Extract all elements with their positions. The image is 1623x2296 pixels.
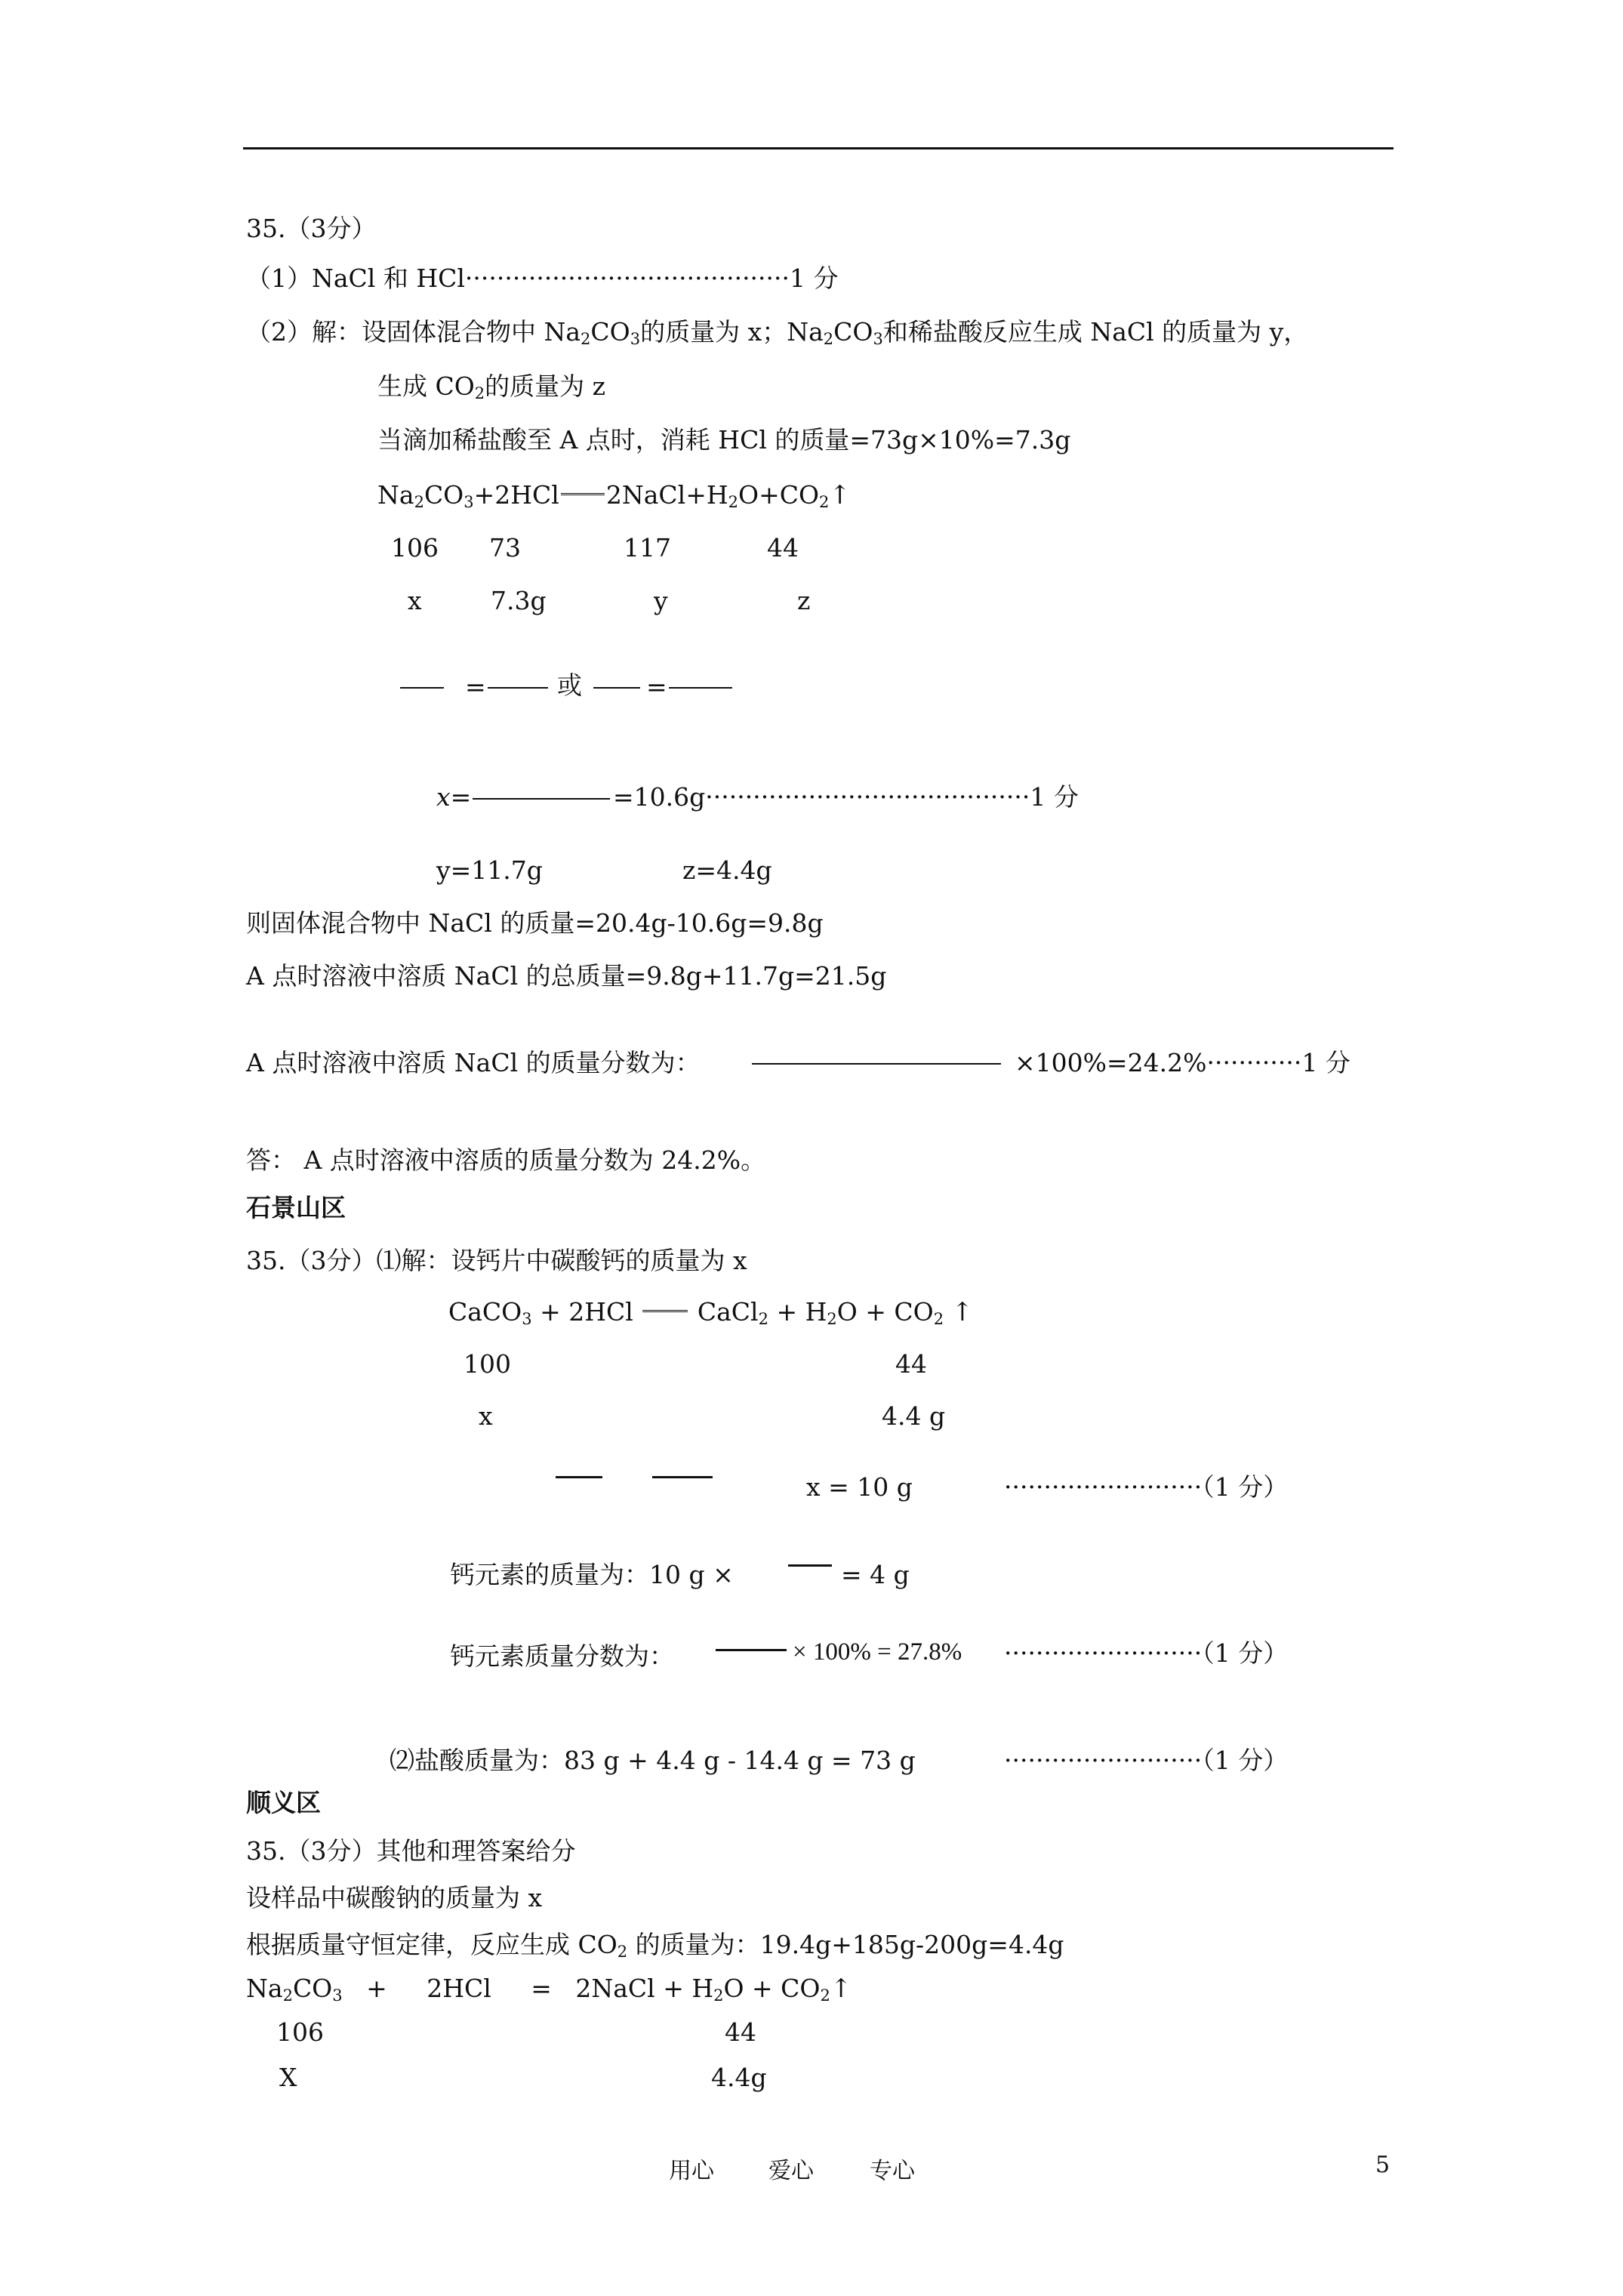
page-number: 5 [1375,2152,1390,2178]
gas-arrow-icon: ↑ [951,1297,974,1327]
fraction-bar [593,687,640,689]
footer-motto-1: 用心 [669,2158,714,2184]
footer-motto-3: 专心 [870,2158,915,2184]
gas-arrow-icon: ↑ [829,480,851,510]
hcl-mass-line: ⑵盐酸质量为：83 g + 4.4 g - 14.4 g = 73 g [390,1746,916,1775]
molar-mass-117: 117 [624,533,671,562]
unknown-x: x [408,586,422,615]
ca-mass-line: 钙元素的质量为：10 g × [450,1560,734,1589]
score-line: ·························（1 分） [1004,1746,1289,1775]
molar-mass-100: 100 [463,1349,511,1379]
mass-conservation-line: 根据质量守恒定律，反应生成 $CO_2$ 的质量为：19.4g+185g-200g=4.4g [246,1930,1064,1961]
hcl-consumed-line: 当滴加稀盐酸至 A 点时，消耗 HCl 的质量=73g×10%=7.3g [377,425,1071,455]
reaction-equation: CaCO$_3$ + 2HCl CaCl$_2$ + $H_2O + CO_2$ ↑ [448,1297,974,1328]
ca-fraction-label: 钙元素质量分数为： [450,1641,674,1671]
ratio-equals: = [646,672,667,701]
district-heading: 石景山区 [246,1193,346,1222]
question-title: 35.（3分） [246,214,377,243]
ratio-or: 或 [557,670,582,700]
nacl-total-line: A 点时溶液中溶质 NaCl 的总质量=9.8g+11.7g=21.5g [246,961,887,991]
molar-mass-106: 106 [391,533,439,562]
y-result: y=11.7g [436,855,543,885]
value-4-4g: 4.4g [711,2063,767,2092]
fraction-bar [752,1063,1001,1065]
unknown-y: y [654,586,668,615]
fraction-bar [400,687,444,689]
unknown-x: x [479,1401,493,1431]
molar-mass-44: 44 [895,1349,927,1379]
molar-mass-44: 44 [725,2017,756,2047]
question-title: 35.（3分）⑴解：设钙片中碳酸钙的质量为 x [246,1246,747,1275]
fraction-bar [473,798,610,800]
assumption-line: 设样品中碳酸钠的质量为 x [246,1883,543,1912]
unknown-z: z [797,586,811,615]
z-result: z=4.4g [682,855,772,885]
answer-line: 答： A 点时溶液中溶质的质量分数为 24.2%。 [246,1145,766,1175]
x-result: x = 10 g [806,1472,913,1502]
molar-mass-44: 44 [767,533,799,562]
district-heading: 顺义区 [246,1788,321,1817]
fraction-bar [669,687,732,689]
value-4-4g: 4.4 g [882,1401,946,1431]
part2-intro: （2）解：设固体混合物中 $Na_2CO_3$的质量为 x；$Na_2CO_3$和稀盐酸反应生成 NaCl 的质量为 y， [246,317,1309,348]
footer-motto-2: 爱心 [768,2158,814,2184]
part1-line: （1）NaCl 和 HCl·········································1 分 [246,264,839,293]
nacl-mass-line: 则固体混合物中 NaCl 的质量=20.4g-10.6g=9.8g [246,908,824,938]
header-rule [243,147,1394,149]
co2-line: 生成 $CO_2$的质量为 z [377,371,606,402]
reaction-equation: $Na_2CO_3+2HCl$ $2NaCl+H_2O+CO_2↑$ [377,480,851,511]
question-title: 35.（3分）其他和理答案给分 [246,1836,576,1866]
score-line: ·························（1 分） [1004,1638,1289,1668]
ca-mass-end: = 4 g [841,1560,910,1589]
reaction-equation: $Na_2CO_3$ + 2HCl = 2NaCl + $H_2O$ + $CO_2↑$ [246,1974,852,2005]
value-7-3g: 7.3g [491,586,547,615]
fraction-bar [488,687,548,689]
x-result-line: =10.6g·········································1 分 [613,782,1079,812]
ratio-equals: = [465,672,486,701]
molar-mass-106: 106 [276,2017,324,2047]
fraction-bar [556,1476,602,1478]
ca-fraction-result: × 100% = 27.8% [793,1638,962,1666]
x-label: x= [436,782,472,812]
score-line: ·························（1 分） [1004,1472,1289,1502]
fraction-bar [652,1476,713,1478]
unknown-x: X [279,2063,297,2092]
fraction-bar [788,1564,832,1567]
fraction-label: A 点时溶液中溶质 NaCl 的质量分数为： [246,1048,701,1077]
gas-arrow-icon: ↑ [830,1974,852,2004]
fraction-bar [716,1649,787,1651]
fraction-result-line: ×100%=24.2%············1 分 [1015,1048,1350,1077]
molar-mass-73: 73 [489,533,521,562]
